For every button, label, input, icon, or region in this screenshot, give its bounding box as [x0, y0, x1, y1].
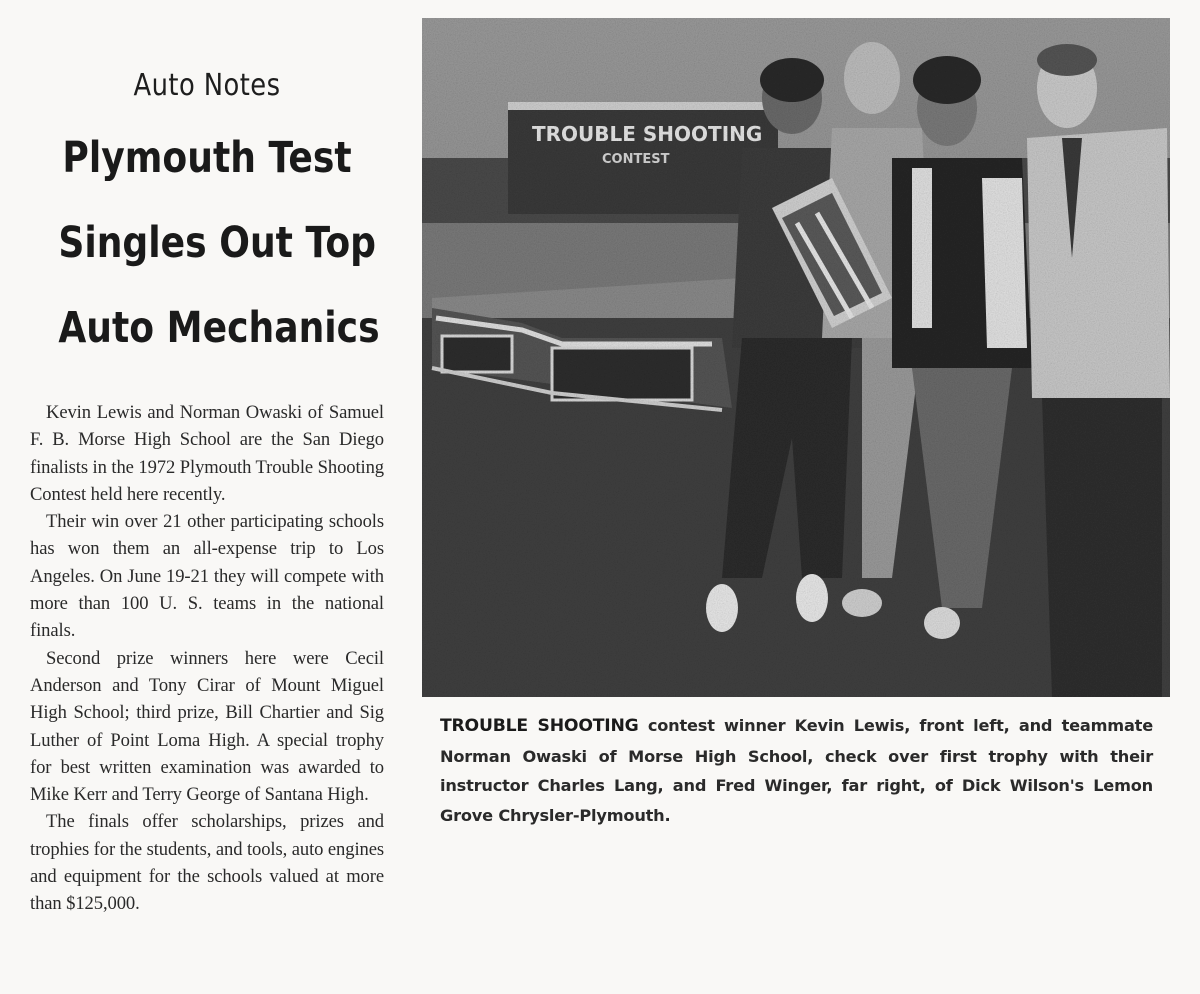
article-column	[30, 62, 384, 918]
article-paragraph: Second prize winners here were Cecil Anderson and Tony Cirar of Mount Miguel High School; third prize, Bill Chartier and Sig Luther of Point Loma High. A special trophy for best written examination was awarded to Mike Kerr and Terry George of Santana High.	[30, 647, 384, 806]
photo-caption	[440, 711, 1153, 830]
article-headline	[58, 116, 380, 371]
article-kicker: Auto Notes	[133, 68, 281, 103]
contest-banner	[508, 102, 778, 214]
headline-line: Plymouth Test	[62, 133, 352, 183]
caption-lead: TROUBLE SHOOTING	[440, 716, 639, 736]
headline-line: Singles Out Top	[58, 218, 377, 268]
headline-line: Auto Mechanics	[58, 303, 380, 353]
banner-subtext: CONTEST	[602, 152, 670, 167]
photo-illustration	[422, 18, 1170, 697]
article-paragraph: Their win over 21 other participating schools has won them an all-expense trip to Los Angeles. On June 19-21 they will compete with more than 100 U. S. teams in the national finals.	[30, 511, 384, 642]
article-paragraph: Kevin Lewis and Norman Owaski of Samuel F. B. Morse High School are the San Diego finalists in the 1972 Plymouth Trouble Shooting Contest held here recently.	[30, 402, 384, 505]
news-photo	[422, 18, 1170, 697]
caption-text: contest winner Kevin Lewis, front left, and teammate Norman Owaski of Morse High School, check over first trophy with their instructor Charles Lang, and Fred Winger, far right, of Dick Wilson's Lemon Grove Chrysler-Plymouth.	[440, 716, 1153, 825]
article-body	[30, 399, 384, 918]
banner-text: TROUBLE SHOOTING	[532, 122, 763, 146]
article-paragraph: The finals offer scholarships, prizes and trophies for the students, and tools, auto engines and equipment for the schools valued at more than $125,000.	[30, 811, 384, 915]
